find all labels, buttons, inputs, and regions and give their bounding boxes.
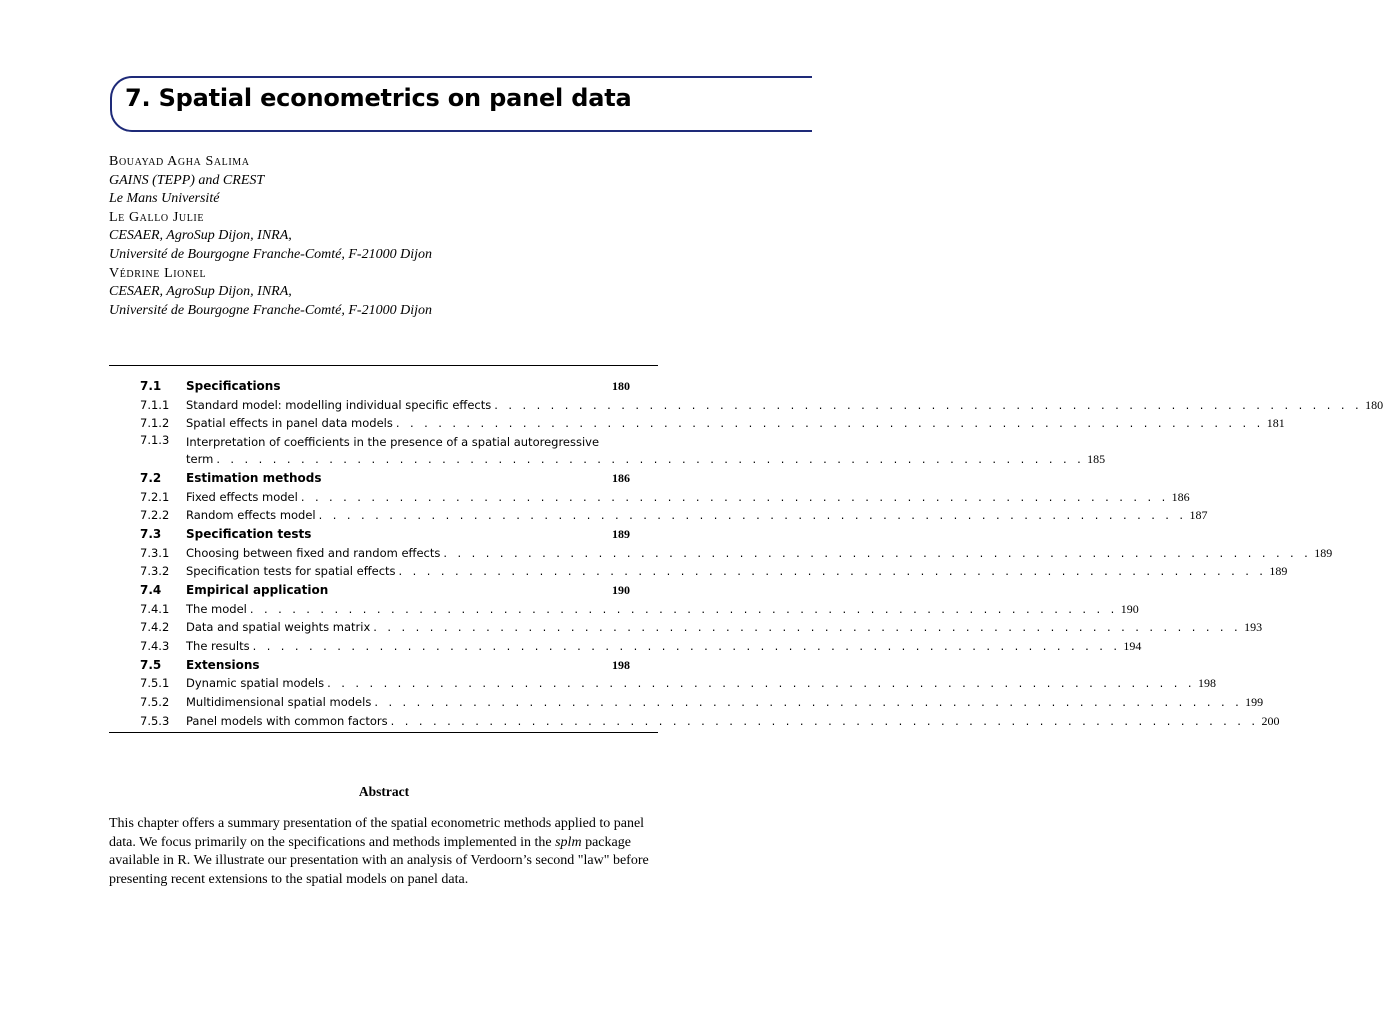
toc-number: 7.3.2: [140, 564, 170, 579]
toc-entry[interactable]: [140, 414, 1285, 433]
toc-page-number: 187: [1189, 508, 1208, 523]
toc-label: Standard model: modelling individual specific effects: [186, 397, 492, 412]
toc-entry[interactable]: [140, 618, 1263, 637]
toc-entry[interactable]: [140, 396, 1383, 415]
abstract-line: presenting recent extensions to the spatial models on panel data.: [109, 871, 469, 887]
toc-number: 7.4.3: [140, 638, 170, 653]
author-name: Le Gallo Julie: [109, 209, 205, 225]
toc-page-number: 186: [1171, 489, 1190, 504]
toc-section-entry[interactable]: [140, 469, 630, 488]
toc-label: The results: [186, 638, 250, 653]
table-of-contents: [140, 377, 1383, 730]
toc-label: Empirical application: [186, 582, 329, 597]
toc-page-number: 189: [612, 526, 630, 541]
toc-leader-dots: [263, 656, 609, 675]
toc-number: 7.5: [140, 657, 162, 672]
toc-number: 7.4.2: [140, 620, 170, 635]
toc-entry[interactable]: [140, 488, 1190, 507]
author-name: Védrine Lionel: [109, 265, 207, 281]
toc-label: Multidimensional spatial models: [186, 694, 372, 709]
abstract-line: [109, 834, 661, 853]
toc-entry[interactable]: [140, 432, 1106, 469]
toc-number: 7.3.1: [140, 545, 170, 560]
toc-entry[interactable]: [140, 637, 1142, 656]
toc-leader-dots: . . . . . . . . . . . . . . . . . . . . . . . . . . . . . . . . . . . . . . . . . . . . . . . . . . . . . . . . . . . . . .: [252, 638, 1121, 653]
toc-label: Random effects model: [186, 508, 316, 523]
toc-label: Data and spatial weights matrix: [186, 620, 371, 635]
toc-section-entry[interactable]: [140, 581, 630, 600]
toc-leader-dots: . . . . . . . . . . . . . . . . . . . . . . . . . . . . . . . . . . . . . . . . . . . . . . . . . . . . . . . . . . . . . .: [327, 676, 1195, 691]
toc-leader-dots: . . . . . . . . . . . . . . . . . . . . . . . . . . . . . . . . . . . . . . . . . . . . . . . . . . . . . . . . . . . . . .: [494, 397, 1363, 412]
toc-label: Specifications: [186, 379, 281, 393]
abstract-text: package: [581, 834, 631, 850]
toc-number: 7.4.1: [140, 601, 170, 616]
author-affiliation: Université de Bourgogne Franche-Comté, F-21000 Dijon: [109, 302, 432, 318]
author-affiliation: CESAER, AgroSup Dijon, INRA,: [109, 228, 292, 244]
toc-leader-dots: [283, 377, 609, 396]
toc-leader-dots: . . . . . . . . . . . . . . . . . . . . . . . . . . . . . . . . . . . . . . . . . . . . . . . . . . . . . . . . . . . . . .: [216, 451, 1085, 466]
toc-entry[interactable]: [140, 562, 1288, 581]
toc-leader-dots: . . . . . . . . . . . . . . . . . . . . . . . . . . . . . . . . . . . . . . . . . . . . . . . . . . . . . . . . . . . . . .: [374, 694, 1243, 709]
toc-leader-dots: . . . . . . . . . . . . . . . . . . . . . . . . . . . . . . . . . . . . . . . . . . . . . . . . . . . . . . . . . . . . . .: [300, 489, 1169, 504]
toc-number: 7.3: [140, 526, 162, 541]
toc-number: 7.2.1: [140, 489, 170, 504]
toc-number: 7.1: [140, 379, 162, 393]
toc-entry[interactable]: [140, 674, 1216, 693]
toc-label: Interpretation of coefficients in the presence of a spatial autoregressive: [186, 434, 600, 449]
abstract-body: [109, 815, 661, 889]
toc-leader-dots: . . . . . . . . . . . . . . . . . . . . . . . . . . . . . . . . . . . . . . . . . . . . . . . . . . . . . . . . . . . . . .: [373, 620, 1242, 635]
author-affiliation: GAINS (TEPP) and CREST: [109, 172, 265, 188]
toc-page-number: 181: [1266, 416, 1285, 431]
toc-page-number: 186: [612, 470, 630, 485]
toc-page-number: 193: [1244, 620, 1263, 635]
toc-section-entry[interactable]: [140, 525, 630, 544]
toc-page-number: 185: [1087, 451, 1106, 466]
abstract-heading: Abstract: [358, 784, 410, 799]
toc-page-number: 199: [1245, 694, 1264, 709]
author-name: Bouayad Agha Salima: [109, 154, 250, 169]
toc-page-number: 190: [612, 582, 630, 597]
toc-label-continued: term: [186, 451, 214, 466]
toc-label: Panel models with common factors: [186, 713, 388, 728]
toc-page-number: 180: [1365, 397, 1383, 412]
toc-page-number: 180: [612, 379, 630, 393]
toc-label: Choosing between fixed and random effects: [186, 545, 441, 560]
toc-number: 7.2.2: [140, 508, 170, 523]
toc-leader-dots: [314, 525, 609, 544]
toc-label: Extensions: [186, 657, 260, 672]
toc-leader-dots: . . . . . . . . . . . . . . . . . . . . . . . . . . . . . . . . . . . . . . . . . . . . . . . . . . . . . . . . . . . . . .: [318, 508, 1187, 523]
toc-section-entry[interactable]: [140, 377, 630, 396]
abstract-text: data. We focus primarily on the specifications and methods implemented in the: [109, 834, 556, 850]
toc-entry[interactable]: [140, 712, 1280, 731]
toc-top-rule: [109, 365, 658, 366]
toc-page-number: 198: [612, 657, 630, 672]
toc-leader-dots: . . . . . . . . . . . . . . . . . . . . . . . . . . . . . . . . . . . . . . . . . . . . . . . . . . . . . . . . . . . . . .: [390, 713, 1259, 728]
package-name: splm: [555, 834, 582, 850]
toc-leader-dots: . . . . . . . . . . . . . . . . . . . . . . . . . . . . . . . . . . . . . . . . . . . . . . . . . . . . . . . . . . . . . .: [249, 601, 1118, 616]
toc-number: 7.5.3: [140, 713, 170, 728]
abstract-line: available in R. We illustrate our presentation with an analysis of Verdoorn’s second "law" before: [109, 853, 649, 868]
toc-page-number: 198: [1197, 676, 1216, 691]
toc-label: Estimation methods: [186, 470, 322, 485]
toc-number: 7.5.2: [140, 694, 170, 709]
toc-page-number: 190: [1120, 601, 1139, 616]
toc-number: 7.1.1: [140, 397, 170, 412]
toc-page-number: 194: [1123, 638, 1142, 653]
toc-section-entry[interactable]: [140, 656, 630, 675]
toc-entry[interactable]: [140, 506, 1208, 525]
toc-leader-dots: . . . . . . . . . . . . . . . . . . . . . . . . . . . . . . . . . . . . . . . . . . . . . . . . . . . . . . . . . . . . . .: [443, 545, 1312, 560]
toc-leader-dots: . . . . . . . . . . . . . . . . . . . . . . . . . . . . . . . . . . . . . . . . . . . . . . . . . . . . . . . . . . . . . .: [398, 564, 1267, 579]
toc-number: 7.1.3: [140, 432, 170, 447]
toc-entry[interactable]: [140, 544, 1333, 563]
toc-number: 7.1.2: [140, 416, 170, 431]
toc-label: Dynamic spatial models: [186, 676, 325, 691]
toc-label: The model: [186, 601, 247, 616]
toc-leader-dots: [331, 581, 609, 600]
toc-label: Specification tests: [186, 526, 312, 541]
toc-page-number: 200: [1261, 713, 1280, 728]
toc-entry[interactable]: [140, 693, 1264, 712]
toc-leader-dots: . . . . . . . . . . . . . . . . . . . . . . . . . . . . . . . . . . . . . . . . . . . . . . . . . . . . . . . . . . . . . .: [395, 416, 1264, 431]
author-affiliation: Université de Bourgogne Franche-Comté, F-21000 Dijon: [109, 246, 432, 262]
author-affiliation: Le Mans Université: [109, 191, 220, 207]
toc-number: 7.4: [140, 582, 162, 597]
toc-leader-dots: [325, 469, 609, 488]
toc-label: Specification tests for spatial effects: [186, 564, 396, 579]
toc-label: Spatial effects in panel data models: [186, 416, 393, 431]
chapter-title: 7. Spatial econometrics on panel data: [125, 84, 632, 112]
author-affiliation: CESAER, AgroSup Dijon, INRA,: [109, 284, 292, 300]
toc-bottom-rule: [109, 732, 658, 733]
toc-number: 7.2: [140, 470, 162, 485]
authors-block: [109, 153, 432, 320]
toc-number: 7.5.1: [140, 676, 170, 691]
toc-entry[interactable]: [140, 600, 1139, 619]
toc-page-number: 189: [1269, 564, 1288, 579]
abstract-line: This chapter offers a summary presentation of the spatial econometric methods applied to panel: [109, 816, 645, 831]
toc-label: Fixed effects model: [186, 489, 298, 504]
toc-page-number: 189: [1314, 545, 1333, 560]
